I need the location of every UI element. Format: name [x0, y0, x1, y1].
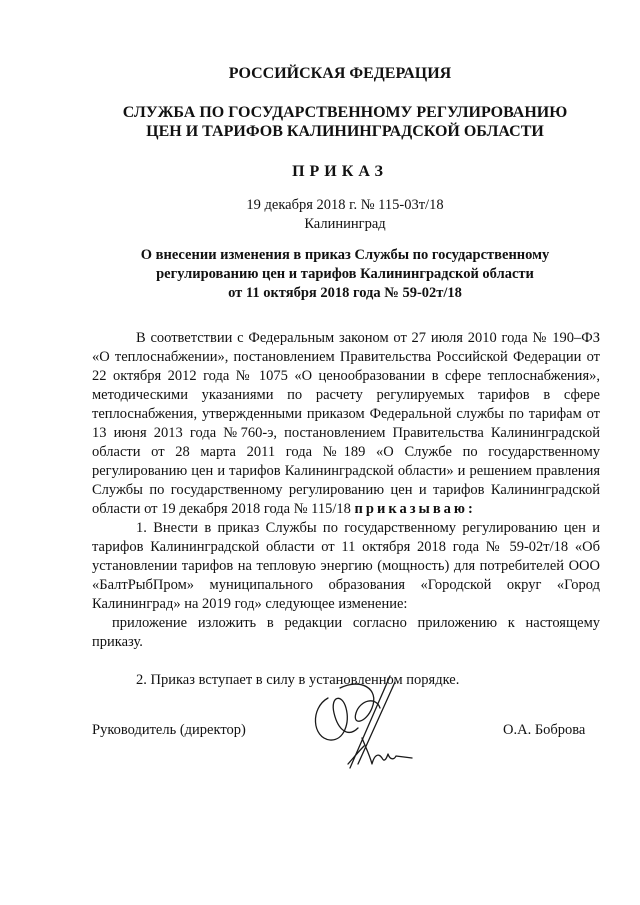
document-subject: [0, 246, 640, 303]
city: Калининград: [304, 216, 386, 232]
document-body: [92, 329, 600, 690]
federation-heading: РОССИЙСКАЯ ФЕДЕРАЦИЯ: [228, 65, 452, 82]
signatory-name: О.А. Боброва: [503, 722, 586, 738]
item1-paragraph: 1. Внести в приказ Службы по государственному регулированию цен и тарифов Калининградской области от 11 октября 2018 года № 59-02т/18 «Об установлении тарифов на тепловую энергию (мощность) для потребителей ООО «БалтРыбПром» муниципального образования «Городской округ «Город Калининград» на 2019 год» следующее изменение:: [92, 520, 600, 612]
subject-line3: от 11 октября 2018 года № 59-02т/18: [228, 285, 462, 301]
signatory-title: Руководитель (директор): [92, 722, 246, 738]
service-heading: [0, 103, 640, 141]
date-number: 19 декабря 2018 г. № 115-03т/18: [246, 197, 444, 213]
handwritten-signature: [300, 668, 420, 778]
preamble-text: В соответствии с Федеральным законом от 27 июля 2010 года № 190–ФЗ «О теплоснабжении», постановлением Правительства Российской Федерации от 22 октября 2012 года № 1075 «О ценообразовании в сфере теплоснабжения», методическими указаниями по расчету регулируемых тарифов в сфере теплоснабжения, утвержденными приказом Федеральной службы по тарифам от 13 июня 2013 года №760-э, постановлением Правительства Калининградской области от 28 марта 2011 года №189 «О Службе по государственному регулированию цен и тарифов Калининградской области» и решением правления Службы по государственному регулированию цен и тарифов Калининградской области от 19 декабря 2018 года № 115/18: [92, 330, 600, 517]
preamble-paragraph: [92, 329, 600, 519]
item2-paragraph: 2. Приказ вступает в силу в установленном порядке.: [136, 672, 460, 688]
service-heading-line1: СЛУЖБА ПО ГОСУДАРСТВЕННОМУ РЕГУЛИРОВАНИЮ: [122, 104, 568, 121]
subject-line1: О внесении изменения в приказ Службы по государственному: [140, 247, 550, 263]
subject-line2: регулированию цен и тарифов Калининградской области: [156, 266, 534, 282]
order-word: приказываю:: [354, 501, 476, 517]
document-meta: [0, 196, 640, 234]
item1-sub-paragraph: приложение изложить в редакции согласно приложению к настоящему приказу.: [92, 615, 600, 650]
service-heading-line2: ЦЕН И ТАРИФОВ КАЛИНИНГРАДСКОЙ ОБЛАСТИ: [146, 123, 544, 140]
document-type: ПРИКАЗ: [292, 163, 388, 180]
